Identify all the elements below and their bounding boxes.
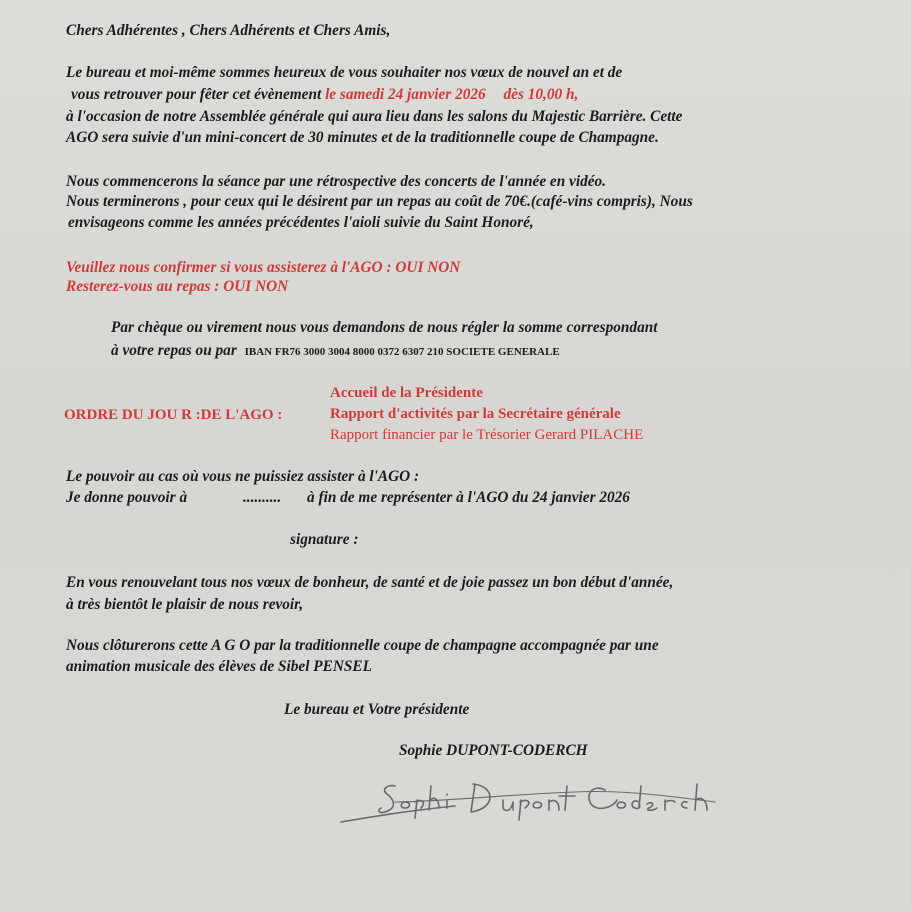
intro-line-3: à l'occasion de notre Assemblée générale qui aura lieu dans les salons du Majestic Barrière. Cette [66,108,683,125]
confirm-ago: Veuillez nous confirmer si vous assisterez à l'AGO : OUI NON [66,259,461,276]
proxy-line-2-end: à fin de me représenter à l'AGO du 24 janvier 2026 [307,489,630,506]
payment-line-2 [111,342,560,361]
proxy-dots: .......... [242,489,282,506]
agenda-item-2: Rapport d'activités par la Secrétaire générale [330,406,621,422]
handwritten-signature [335,772,745,832]
program-line-1: Nous commencerons la séance par une rétrospective des concerts de l'année en vidéo. [66,173,606,190]
intro-line-4: AGO sera suivie d'un mini-concert de 30 minutes et de la traditionnelle coupe de Champagne. [66,129,659,146]
agenda-title: ORDRE DU JOU R :DE L'AGO : [64,407,283,423]
proxy-line-2-text: Je donne pouvoir à [66,489,188,506]
proxy-line-2 [66,489,630,507]
wishes-line-1: En vous renouvelant tous nos vœux de bonheur, de santé et de joie passez un bon début d'année, [66,574,674,591]
intro-line-1: Le bureau et moi-même sommes heureux de vous souhaiter nos vœux de nouvel an et de [66,64,623,81]
agenda-item-1: Accueil de la Présidente [330,385,483,401]
signature-label: signature : [290,531,359,548]
wishes-line-2: à très bientôt le plaisir de nous revoir, [66,596,304,613]
payment-line-2-text: à votre repas ou par [111,342,237,359]
intro-line-2-text: vous retrouver pour fêter cet évènement [71,86,322,103]
program-line-3: envisageons comme les années précédentes l'aioli suivie du Saint Honoré, [68,214,534,231]
iban: IBAN FR76 3000 3004 8000 0372 6307 210 SOCIETE GENERALE [244,346,560,358]
confirm-repas: Resterez-vous au repas : OUI NON [66,278,289,295]
salutation: Chers Adhérentes , Chers Adhérents et Chers Amis, [66,22,391,39]
closing-line-2: animation musicale des élèves de Sibel PENSEL [66,658,372,675]
agenda-item-3: Rapport financier par le Trésorier Gerard PILACHE [330,427,644,443]
president-name: Sophie DUPONT-CODERCH [399,742,588,759]
signoff: Le bureau et Votre présidente [284,701,470,718]
proxy-line-1: Le pouvoir au cas où vous ne puissiez assister à l'AGO : [66,468,420,485]
event-date: le samedi 24 janvier 2026 [325,86,486,103]
event-time: dès 10,00 h, [503,86,579,103]
intro-line-2 [71,86,578,104]
program-line-2: Nous terminerons , pour ceux qui le désirent par un repas au coût de 70€.(café-vins compris), Nous [66,193,693,210]
closing-line-1: Nous clôturerons cette A G O par la traditionnelle coupe de champagne accompagnée par une [66,637,659,654]
payment-line-1: Par chèque ou virement nous vous demandons de nous régler la somme correspondant [111,319,658,336]
